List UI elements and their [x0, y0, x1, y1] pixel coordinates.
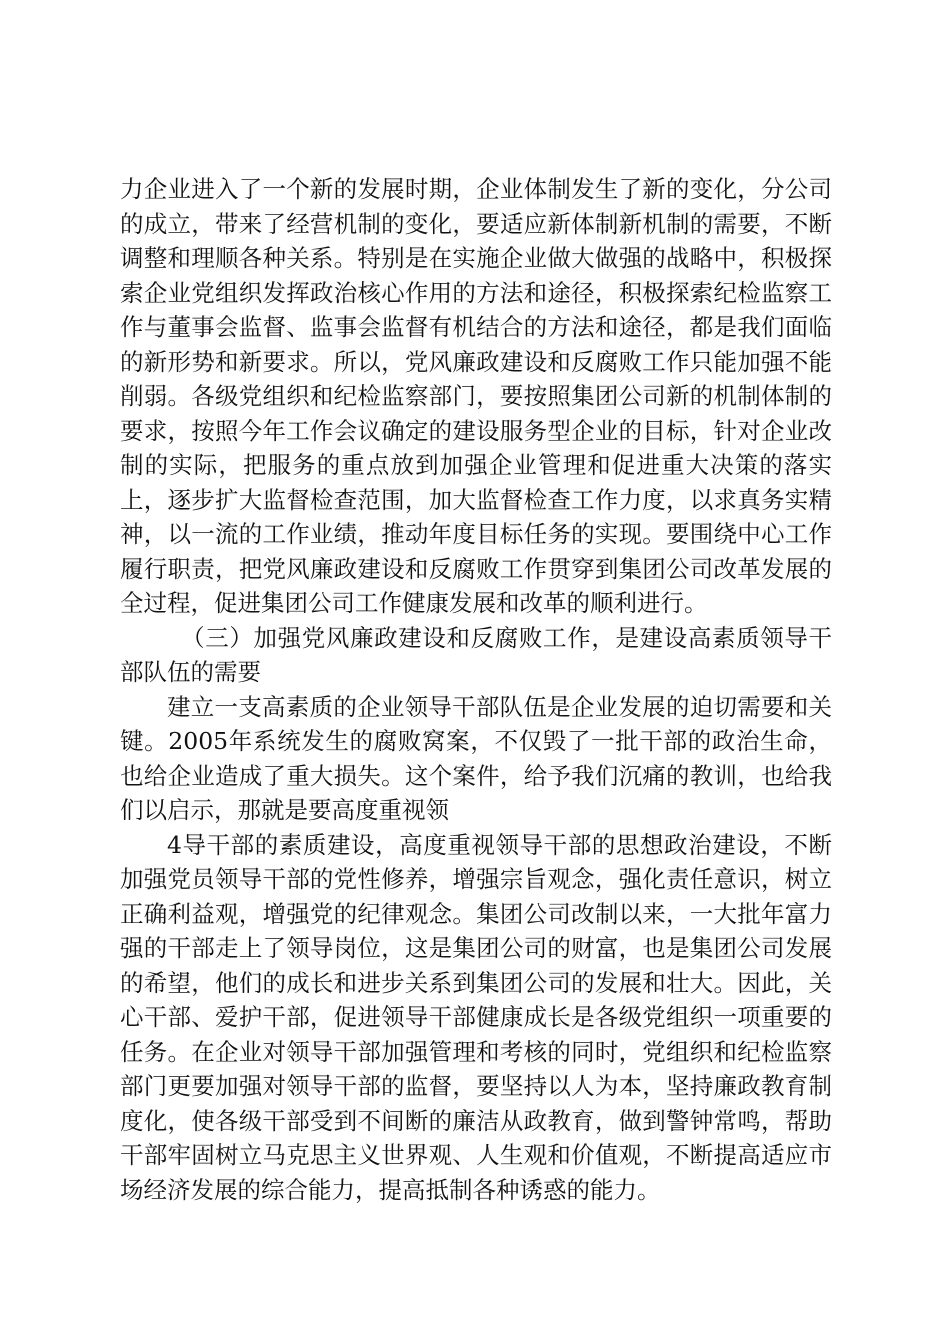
section-heading: （三）加强党风廉政建设和反腐败工作，是建设高素质领导干部队伍的需要 — [120, 623, 832, 686]
paragraph-cadre-quality: 4导干部的素质建设，高度重视领导干部的思想政治建设，不断加强党员领导干部的党性修养，增强宗旨观念，强化责任意识，树立正确利益观，增强党的纪律观念。集团公司改制以来，一大批年富力强的干部走上了领导岗位，这是集团公司的财富，也是集团公司发展的希望，他们的成长和进步关系到集团公司的发展和壮大。因此，关心干部、爱护干部，促进领导干部健康成长是各级党组织一项重要的任务。在企业对领导干部加强管理和考核的同时，党组织和纪检监察部门更要加强对领导干部的监督，要坚持以人为本，坚持廉政教育制度化，使各级干部受到不间断的廉洁从政教育，做到警钟常鸣，帮助干部牢固树立马克思主义世界观、人生观和价值观，不断提高适应市场经济发展的综合能力，提高抵制各种诱惑的能力。 — [120, 830, 832, 1204]
paragraph-continuation: 力企业进入了一个新的发展时期，企业体制发生了新的变化，分公司的成立，带来了经营机制的变化，要适应新体制新机制的需要，不断调整和理顺各种关系。特别是在实施企业做大做强的战略中，积极探索企业党组织发挥政治核心作用的方法和途径，积极探索纪检监察工作与董事会监督、监事会监督有机结合的方法和途径，都是我们面临的新形势和新要求。所以，党风廉政建设和反腐败工作只能加强不能削弱。各级党组织和纪检监察部门，要按照集团公司新的机制体制的要求，按照今年工作会议确定的建设服务型企业的目标，针对企业改制的实际，把服务的重点放到加强企业管理和促进重大决策的落实上，逐步扩大监督检查范围，加大监督检查工作力度，以求真务实精神，以一流的工作业绩，推动年度目标任务的实现。要围绕中心工作履行职责，把党风廉政建设和反腐败工作贯穿到集团公司改革发展的全过程，促进集团公司工作健康发展和改革的顺利进行。 — [120, 175, 832, 617]
document-body — [120, 172, 832, 1207]
paragraph-cadre-team: 建立一支高素质的企业领导干部队伍是企业发展的迫切需要和关键。2005年系统发生的腐败窝案，不仅毁了一批干部的政治生命，也给企业造成了重大损失。这个案件，给予我们沉痛的教训，也给我们以启示，那就是要高度重视领 — [120, 692, 832, 824]
